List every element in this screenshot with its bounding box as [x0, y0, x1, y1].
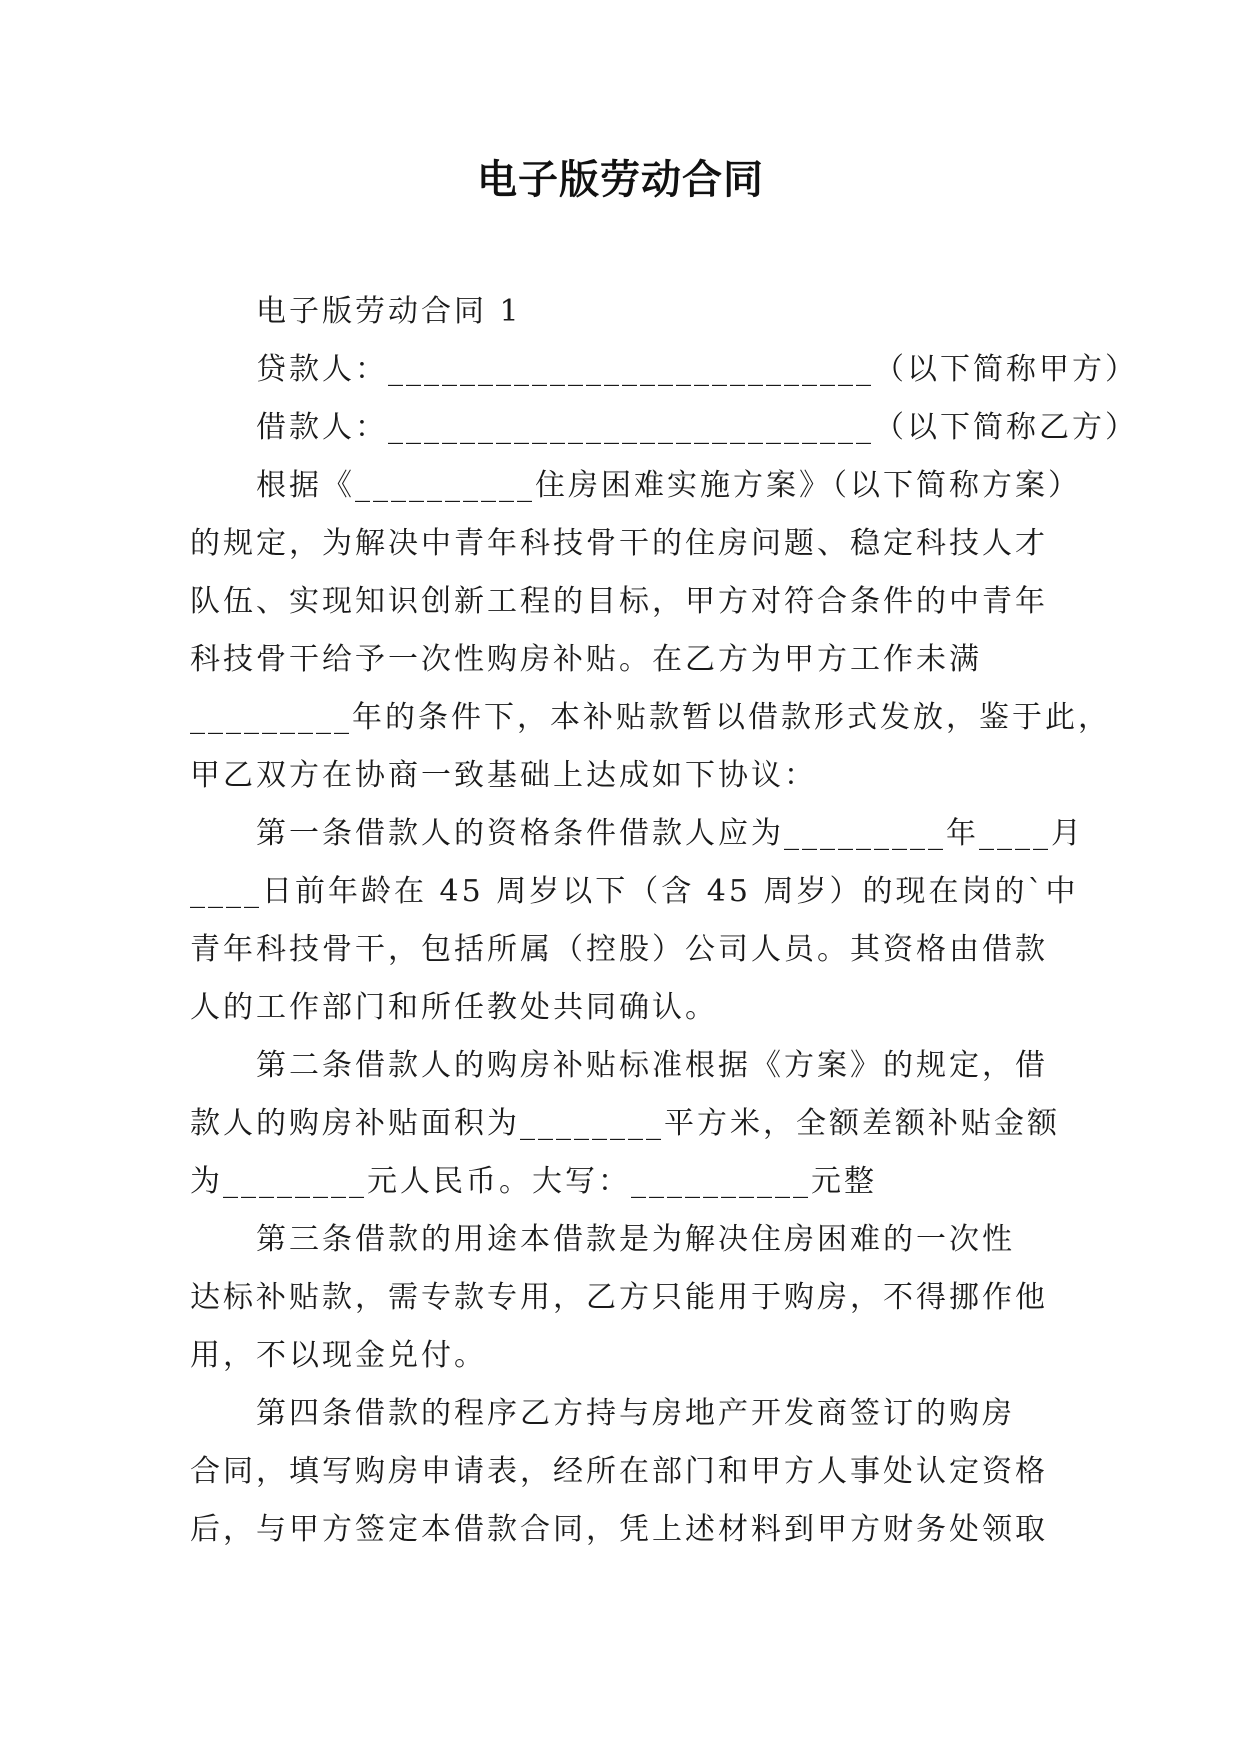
document-body — [190, 283, 1138, 1559]
article-1-line: 人的工作部门和所任教处共同确认。 — [190, 990, 718, 1025]
paragraph-line: 甲乙双方在协商一致基础上达成如下协议： — [190, 758, 817, 793]
article-4-line: 合同，填写购房申请表，经所在部门和甲方人事处认定资格 — [190, 1454, 1048, 1489]
article-1-line: 青年科技骨干，包括所属（控股）公司人员。其资格由借款 — [190, 932, 1048, 967]
paragraph-line: 的规定，为解决中青年科技骨干的住房问题、稳定科技人才 — [190, 526, 1048, 561]
document-title: 电子版劳动合同 — [477, 157, 764, 203]
article-3-line: 达标补贴款，需专款专用，乙方只能用于购房，不得挪作他 — [190, 1280, 1048, 1315]
borrower-line: 借款人：___________________________（以下简称乙方） — [256, 410, 1138, 445]
paragraph-line: 队伍、实现知识创新工程的目标，甲方对符合条件的中青年 — [190, 584, 1048, 619]
article-4-line: 第四条借款的程序乙方持与房地产开发商签订的购房 — [256, 1396, 1015, 1431]
paragraph-line: 根据《__________住房困难实施方案》（以下简称方案） — [256, 468, 1081, 503]
section-heading: 电子版劳动合同 1 — [256, 294, 522, 329]
lender-line: 贷款人：___________________________（以下简称甲方） — [256, 352, 1138, 387]
article-1-line: ____日前年龄在 45 周岁以下（含 45 周岁）的现在岗的`中 — [190, 874, 1079, 909]
article-4-line: 后，与甲方签定本借款合同，凭上述材料到甲方财务处领取 — [190, 1512, 1048, 1547]
article-2-line: 款人的购房补贴面积为________平方米，全额差额补贴金额 — [190, 1106, 1060, 1141]
article-2-line: 为________元人民币。大写：__________元整 — [190, 1164, 877, 1199]
article-3-line: 用，不以现金兑付。 — [190, 1338, 487, 1373]
paragraph-line: 科技骨干给予一次性购房补贴。在乙方为甲方工作未满 — [190, 642, 982, 677]
paragraph-line: _________年的条件下，本补贴款暂以借款形式发放，鉴于此， — [190, 700, 1111, 735]
article-1-line: 第一条借款人的资格条件借款人应为_________年____月 — [256, 816, 1084, 851]
article-3-line: 第三条借款的用途本借款是为解决住房困难的一次性 — [256, 1222, 1015, 1257]
article-2-line: 第二条借款人的购房补贴标准根据《方案》的规定，借 — [256, 1048, 1048, 1083]
